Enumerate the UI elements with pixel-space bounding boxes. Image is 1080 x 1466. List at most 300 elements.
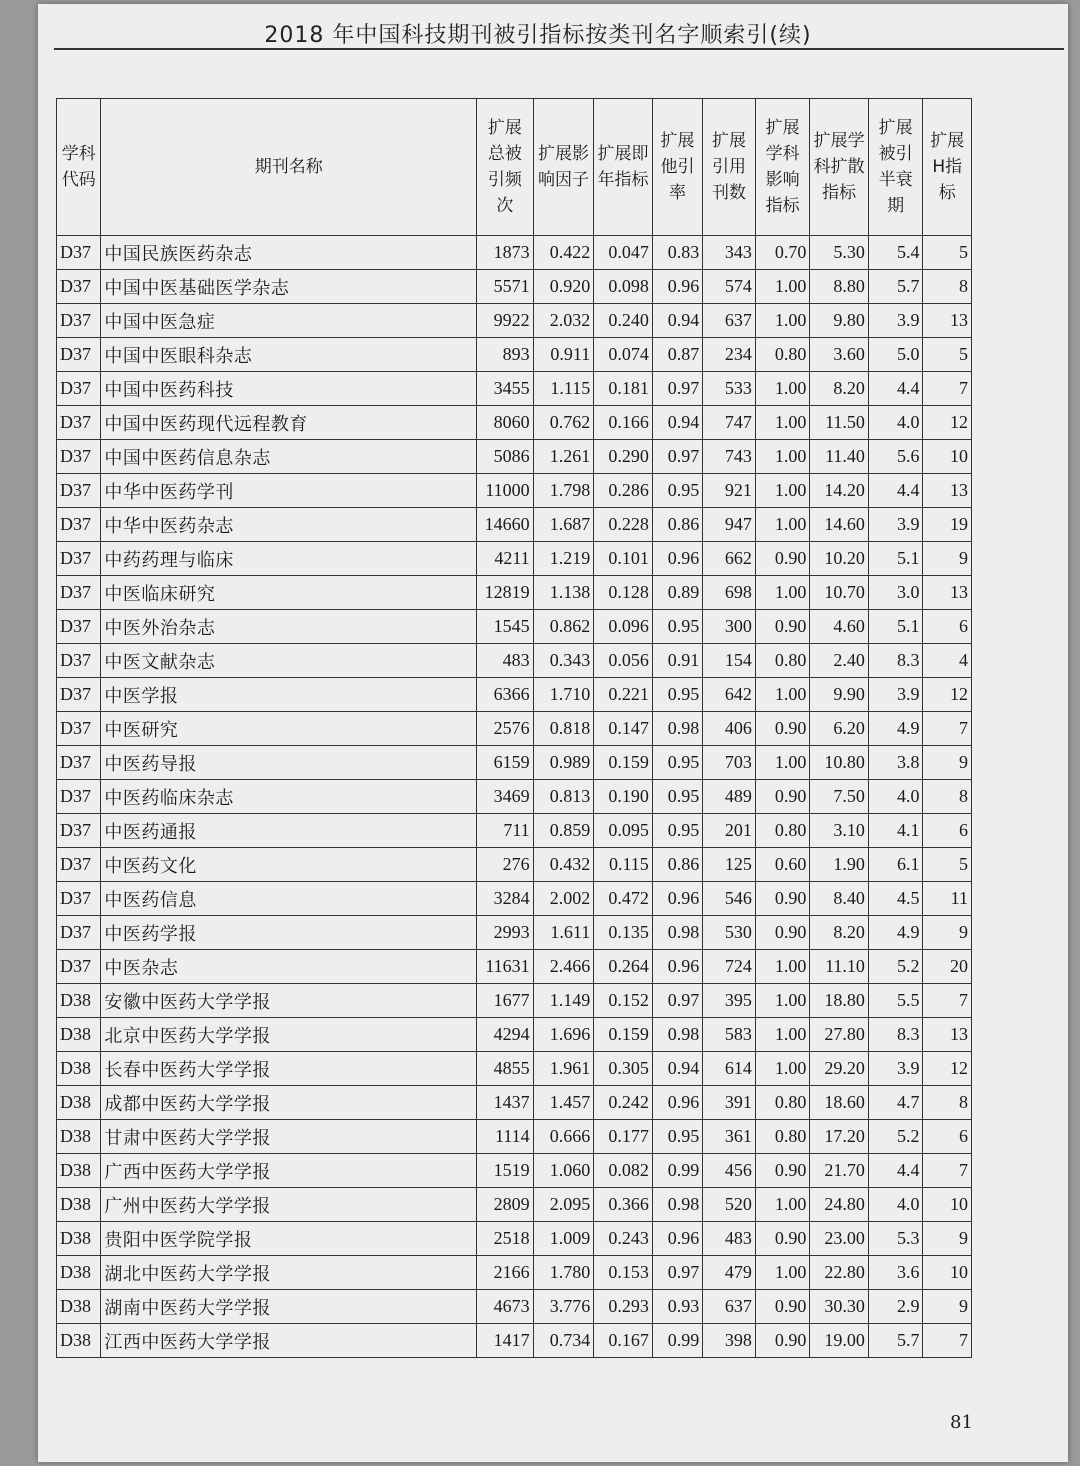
subject-code-cell: D37 <box>57 882 101 916</box>
impact-factor-cell: 0.859 <box>533 814 594 848</box>
h-index-cell: 10 <box>923 1256 972 1290</box>
h-index-cell: 5 <box>923 338 972 372</box>
discipline-diffusion-cell: 2.40 <box>810 644 869 678</box>
other-citation-rate-cell: 0.95 <box>652 746 702 780</box>
table-row <box>57 644 972 678</box>
subject-code-cell: D38 <box>57 1290 101 1324</box>
other-citation-rate-cell: 0.96 <box>652 1086 702 1120</box>
journal-name-cell: 中国中医眼科杂志 <box>101 338 477 372</box>
journal-name-cell: 中医外治杂志 <box>101 610 477 644</box>
discipline-impact-cell: 1.00 <box>755 474 810 508</box>
discipline-diffusion-cell: 21.70 <box>810 1154 869 1188</box>
total-citations-cell: 4855 <box>477 1052 534 1086</box>
discipline-diffusion-cell: 8.40 <box>810 882 869 916</box>
immediacy-index-cell: 0.096 <box>594 610 653 644</box>
total-citations-cell: 276 <box>477 848 534 882</box>
h-index-cell: 19 <box>923 508 972 542</box>
total-citations-cell: 11631 <box>477 950 534 984</box>
subject-code-cell: D37 <box>57 236 101 270</box>
col-header: 扩展引用刊数 <box>703 99 756 236</box>
immediacy-index-cell: 0.290 <box>594 440 653 474</box>
total-citations-cell: 1677 <box>477 984 534 1018</box>
journal-name-cell: 中医临床研究 <box>101 576 477 610</box>
subject-code-cell: D37 <box>57 712 101 746</box>
discipline-impact-cell: 0.90 <box>755 1290 810 1324</box>
cited-half-life-cell: 4.4 <box>868 1154 923 1188</box>
h-index-cell: 7 <box>923 372 972 406</box>
impact-factor-cell: 0.911 <box>533 338 594 372</box>
citing-journals-cell: 398 <box>703 1324 756 1358</box>
discipline-impact-cell: 1.00 <box>755 984 810 1018</box>
h-index-cell: 13 <box>923 304 972 338</box>
discipline-diffusion-cell: 30.30 <box>810 1290 869 1324</box>
total-citations-cell: 4294 <box>477 1018 534 1052</box>
other-citation-rate-cell: 0.95 <box>652 678 702 712</box>
table-row <box>57 542 972 576</box>
subject-code-cell: D37 <box>57 338 101 372</box>
discipline-diffusion-cell: 7.50 <box>810 780 869 814</box>
other-citation-rate-cell: 0.86 <box>652 508 702 542</box>
table-row <box>57 1222 972 1256</box>
discipline-diffusion-cell: 3.60 <box>810 338 869 372</box>
total-citations-cell: 1519 <box>477 1154 534 1188</box>
other-citation-rate-cell: 0.98 <box>652 916 702 950</box>
journal-name-cell: 湖南中医药大学学报 <box>101 1290 477 1324</box>
cited-half-life-cell: 3.9 <box>868 508 923 542</box>
citation-index-table <box>56 98 972 1358</box>
cited-half-life-cell: 5.1 <box>868 610 923 644</box>
subject-code-cell: D37 <box>57 406 101 440</box>
citing-journals-cell: 583 <box>703 1018 756 1052</box>
other-citation-rate-cell: 0.89 <box>652 576 702 610</box>
citing-journals-cell: 395 <box>703 984 756 1018</box>
impact-factor-cell: 3.776 <box>533 1290 594 1324</box>
col-header: 扩展学科扩散指标 <box>810 99 869 236</box>
other-citation-rate-cell: 0.98 <box>652 712 702 746</box>
impact-factor-cell: 1.696 <box>533 1018 594 1052</box>
immediacy-index-cell: 0.305 <box>594 1052 653 1086</box>
discipline-impact-cell: 1.00 <box>755 950 810 984</box>
h-index-cell: 20 <box>923 950 972 984</box>
cited-half-life-cell: 4.0 <box>868 1188 923 1222</box>
discipline-impact-cell: 0.80 <box>755 1120 810 1154</box>
h-index-cell: 6 <box>923 1120 972 1154</box>
table-row <box>57 270 972 304</box>
table-row <box>57 984 972 1018</box>
impact-factor-cell: 1.457 <box>533 1086 594 1120</box>
immediacy-index-cell: 0.159 <box>594 746 653 780</box>
table-row <box>57 746 972 780</box>
discipline-diffusion-cell: 8.20 <box>810 916 869 950</box>
journal-name-cell: 中药药理与临床 <box>101 542 477 576</box>
subject-code-cell: D38 <box>57 1086 101 1120</box>
subject-code-cell: D37 <box>57 780 101 814</box>
book-page <box>38 4 1068 1462</box>
journal-name-cell: 北京中医药大学学报 <box>101 1018 477 1052</box>
impact-factor-cell: 1.687 <box>533 508 594 542</box>
journal-name-cell: 中医学报 <box>101 678 477 712</box>
journal-name-cell: 长春中医药大学学报 <box>101 1052 477 1086</box>
citing-journals-cell: 300 <box>703 610 756 644</box>
journal-name-cell: 中国中医基础医学杂志 <box>101 270 477 304</box>
cited-half-life-cell: 5.4 <box>868 236 923 270</box>
other-citation-rate-cell: 0.96 <box>652 270 702 304</box>
title-rule <box>54 48 1064 50</box>
discipline-impact-cell: 0.90 <box>755 916 810 950</box>
h-index-cell: 7 <box>923 984 972 1018</box>
other-citation-rate-cell: 0.95 <box>652 1120 702 1154</box>
table-row <box>57 1120 972 1154</box>
discipline-impact-cell: 0.90 <box>755 610 810 644</box>
h-index-cell: 10 <box>923 440 972 474</box>
citing-journals-cell: 637 <box>703 304 756 338</box>
total-citations-cell: 1545 <box>477 610 534 644</box>
h-index-cell: 11 <box>923 882 972 916</box>
table-row <box>57 304 972 338</box>
h-index-cell: 13 <box>923 1018 972 1052</box>
discipline-diffusion-cell: 22.80 <box>810 1256 869 1290</box>
impact-factor-cell: 1.115 <box>533 372 594 406</box>
other-citation-rate-cell: 0.99 <box>652 1154 702 1188</box>
journal-name-cell: 中国中医急症 <box>101 304 477 338</box>
citing-journals-cell: 406 <box>703 712 756 746</box>
h-index-cell: 8 <box>923 270 972 304</box>
immediacy-index-cell: 0.472 <box>594 882 653 916</box>
journal-name-cell: 广西中医药大学学报 <box>101 1154 477 1188</box>
discipline-impact-cell: 1.00 <box>755 746 810 780</box>
impact-factor-cell: 0.666 <box>533 1120 594 1154</box>
journal-name-cell: 中医药通报 <box>101 814 477 848</box>
cited-half-life-cell: 3.9 <box>868 304 923 338</box>
total-citations-cell: 711 <box>477 814 534 848</box>
discipline-diffusion-cell: 10.70 <box>810 576 869 610</box>
discipline-diffusion-cell: 29.20 <box>810 1052 869 1086</box>
total-citations-cell: 8060 <box>477 406 534 440</box>
discipline-impact-cell: 0.90 <box>755 1154 810 1188</box>
immediacy-index-cell: 0.240 <box>594 304 653 338</box>
col-header: 扩展被引半衰期 <box>868 99 923 236</box>
citing-journals-cell: 391 <box>703 1086 756 1120</box>
impact-factor-cell: 0.432 <box>533 848 594 882</box>
discipline-impact-cell: 1.00 <box>755 372 810 406</box>
citing-journals-cell: 456 <box>703 1154 756 1188</box>
journal-name-cell: 中国中医药科技 <box>101 372 477 406</box>
impact-factor-cell: 1.611 <box>533 916 594 950</box>
total-citations-cell: 3455 <box>477 372 534 406</box>
table-row <box>57 848 972 882</box>
discipline-diffusion-cell: 10.20 <box>810 542 869 576</box>
citing-journals-cell: 743 <box>703 440 756 474</box>
cited-half-life-cell: 5.0 <box>868 338 923 372</box>
col-header: 扩展学科影响指标 <box>755 99 810 236</box>
subject-code-cell: D37 <box>57 270 101 304</box>
discipline-impact-cell: 1.00 <box>755 576 810 610</box>
total-citations-cell: 1114 <box>477 1120 534 1154</box>
subject-code-cell: D37 <box>57 814 101 848</box>
total-citations-cell: 9922 <box>477 304 534 338</box>
subject-code-cell: D38 <box>57 984 101 1018</box>
h-index-cell: 8 <box>923 780 972 814</box>
other-citation-rate-cell: 0.96 <box>652 882 702 916</box>
citing-journals-cell: 642 <box>703 678 756 712</box>
cited-half-life-cell: 8.3 <box>868 644 923 678</box>
cited-half-life-cell: 5.7 <box>868 1324 923 1358</box>
table-row <box>57 814 972 848</box>
h-index-cell: 9 <box>923 746 972 780</box>
citing-journals-cell: 479 <box>703 1256 756 1290</box>
page-number: 81 <box>950 1412 973 1433</box>
cited-half-life-cell: 4.1 <box>868 814 923 848</box>
discipline-impact-cell: 0.90 <box>755 712 810 746</box>
h-index-cell: 5 <box>923 848 972 882</box>
impact-factor-cell: 0.920 <box>533 270 594 304</box>
table-row <box>57 1052 972 1086</box>
col-header: 扩展影响因子 <box>533 99 594 236</box>
subject-code-cell: D38 <box>57 1018 101 1052</box>
discipline-diffusion-cell: 3.10 <box>810 814 869 848</box>
impact-factor-cell: 0.734 <box>533 1324 594 1358</box>
discipline-impact-cell: 0.60 <box>755 848 810 882</box>
citing-journals-cell: 361 <box>703 1120 756 1154</box>
subject-code-cell: D37 <box>57 916 101 950</box>
cited-half-life-cell: 5.1 <box>868 542 923 576</box>
discipline-impact-cell: 1.00 <box>755 406 810 440</box>
table-row <box>57 780 972 814</box>
discipline-impact-cell: 0.80 <box>755 338 810 372</box>
header-row <box>57 99 972 236</box>
journal-name-cell: 广州中医药大学学报 <box>101 1188 477 1222</box>
cited-half-life-cell: 5.2 <box>868 950 923 984</box>
discipline-impact-cell: 0.70 <box>755 236 810 270</box>
h-index-cell: 6 <box>923 814 972 848</box>
table-row <box>57 508 972 542</box>
journal-name-cell: 中医药导报 <box>101 746 477 780</box>
subject-code-cell: D38 <box>57 1052 101 1086</box>
table-row <box>57 678 972 712</box>
subject-code-cell: D38 <box>57 1256 101 1290</box>
subject-code-cell: D38 <box>57 1222 101 1256</box>
citing-journals-cell: 614 <box>703 1052 756 1086</box>
page-title: 2018 年中国科技期刊被引指标按类刊名字顺索引(续) <box>264 23 812 48</box>
other-citation-rate-cell: 0.99 <box>652 1324 702 1358</box>
total-citations-cell: 1417 <box>477 1324 534 1358</box>
immediacy-index-cell: 0.128 <box>594 576 653 610</box>
citing-journals-cell: 947 <box>703 508 756 542</box>
citing-journals-cell: 698 <box>703 576 756 610</box>
immediacy-index-cell: 0.264 <box>594 950 653 984</box>
immediacy-index-cell: 0.047 <box>594 236 653 270</box>
citing-journals-cell: 921 <box>703 474 756 508</box>
total-citations-cell: 2809 <box>477 1188 534 1222</box>
subject-code-cell: D37 <box>57 372 101 406</box>
discipline-diffusion-cell: 23.00 <box>810 1222 869 1256</box>
total-citations-cell: 4211 <box>477 542 534 576</box>
other-citation-rate-cell: 0.95 <box>652 814 702 848</box>
other-citation-rate-cell: 0.98 <box>652 1018 702 1052</box>
journal-name-cell: 甘肃中医药大学学报 <box>101 1120 477 1154</box>
citing-journals-cell: 662 <box>703 542 756 576</box>
journal-name-cell: 成都中医药大学学报 <box>101 1086 477 1120</box>
subject-code-cell: D37 <box>57 508 101 542</box>
discipline-diffusion-cell: 9.80 <box>810 304 869 338</box>
discipline-impact-cell: 1.00 <box>755 304 810 338</box>
h-index-cell: 12 <box>923 1052 972 1086</box>
impact-factor-cell: 1.961 <box>533 1052 594 1086</box>
cited-half-life-cell: 3.8 <box>868 746 923 780</box>
impact-factor-cell: 1.009 <box>533 1222 594 1256</box>
cited-half-life-cell: 4.5 <box>868 882 923 916</box>
other-citation-rate-cell: 0.83 <box>652 236 702 270</box>
subject-code-cell: D37 <box>57 644 101 678</box>
impact-factor-cell: 2.032 <box>533 304 594 338</box>
immediacy-index-cell: 0.181 <box>594 372 653 406</box>
table-row <box>57 1324 972 1358</box>
cited-half-life-cell: 2.9 <box>868 1290 923 1324</box>
h-index-cell: 9 <box>923 542 972 576</box>
other-citation-rate-cell: 0.94 <box>652 304 702 338</box>
discipline-diffusion-cell: 10.80 <box>810 746 869 780</box>
immediacy-index-cell: 0.228 <box>594 508 653 542</box>
discipline-impact-cell: 1.00 <box>755 1256 810 1290</box>
total-citations-cell: 12819 <box>477 576 534 610</box>
h-index-cell: 9 <box>923 1290 972 1324</box>
discipline-diffusion-cell: 5.30 <box>810 236 869 270</box>
discipline-impact-cell: 0.80 <box>755 644 810 678</box>
immediacy-index-cell: 0.101 <box>594 542 653 576</box>
subject-code-cell: D37 <box>57 542 101 576</box>
journal-name-cell: 湖北中医药大学学报 <box>101 1256 477 1290</box>
discipline-impact-cell: 1.00 <box>755 270 810 304</box>
total-citations-cell: 3284 <box>477 882 534 916</box>
impact-factor-cell: 0.989 <box>533 746 594 780</box>
table-row <box>57 372 972 406</box>
discipline-diffusion-cell: 24.80 <box>810 1188 869 1222</box>
citing-journals-cell: 154 <box>703 644 756 678</box>
immediacy-index-cell: 0.177 <box>594 1120 653 1154</box>
table-row <box>57 882 972 916</box>
total-citations-cell: 5571 <box>477 270 534 304</box>
total-citations-cell: 483 <box>477 644 534 678</box>
immediacy-index-cell: 0.166 <box>594 406 653 440</box>
other-citation-rate-cell: 0.94 <box>652 1052 702 1086</box>
total-citations-cell: 5086 <box>477 440 534 474</box>
cited-half-life-cell: 3.9 <box>868 678 923 712</box>
cited-half-life-cell: 3.6 <box>868 1256 923 1290</box>
citing-journals-cell: 489 <box>703 780 756 814</box>
immediacy-index-cell: 0.167 <box>594 1324 653 1358</box>
impact-factor-cell: 2.466 <box>533 950 594 984</box>
total-citations-cell: 4673 <box>477 1290 534 1324</box>
discipline-diffusion-cell: 27.80 <box>810 1018 869 1052</box>
subject-code-cell: D37 <box>57 474 101 508</box>
other-citation-rate-cell: 0.95 <box>652 474 702 508</box>
immediacy-index-cell: 0.153 <box>594 1256 653 1290</box>
h-index-cell: 7 <box>923 712 972 746</box>
journal-name-cell: 中国中医药信息杂志 <box>101 440 477 474</box>
citing-journals-cell: 530 <box>703 916 756 950</box>
discipline-diffusion-cell: 9.90 <box>810 678 869 712</box>
cited-half-life-cell: 4.7 <box>868 1086 923 1120</box>
cited-half-life-cell: 5.6 <box>868 440 923 474</box>
immediacy-index-cell: 0.243 <box>594 1222 653 1256</box>
other-citation-rate-cell: 0.87 <box>652 338 702 372</box>
impact-factor-cell: 0.862 <box>533 610 594 644</box>
subject-code-cell: D37 <box>57 440 101 474</box>
h-index-cell: 9 <box>923 916 972 950</box>
journal-name-cell: 贵阳中医学院学报 <box>101 1222 477 1256</box>
discipline-impact-cell: 0.90 <box>755 882 810 916</box>
table-row <box>57 474 972 508</box>
other-citation-rate-cell: 0.86 <box>652 848 702 882</box>
citing-journals-cell: 574 <box>703 270 756 304</box>
discipline-diffusion-cell: 18.80 <box>810 984 869 1018</box>
subject-code-cell: D37 <box>57 610 101 644</box>
impact-factor-cell: 1.138 <box>533 576 594 610</box>
total-citations-cell: 1873 <box>477 236 534 270</box>
h-index-cell: 7 <box>923 1324 972 1358</box>
discipline-impact-cell: 1.00 <box>755 678 810 712</box>
total-citations-cell: 6159 <box>477 746 534 780</box>
col-header: 扩展H指标 <box>923 99 972 236</box>
journal-name-cell: 中国中医药现代远程教育 <box>101 406 477 440</box>
subject-code-cell: D37 <box>57 678 101 712</box>
cited-half-life-cell: 8.3 <box>868 1018 923 1052</box>
discipline-impact-cell: 0.90 <box>755 1324 810 1358</box>
journal-name-cell: 中医药信息 <box>101 882 477 916</box>
discipline-impact-cell: 1.00 <box>755 508 810 542</box>
col-header: 扩展即年指标 <box>594 99 653 236</box>
discipline-diffusion-cell: 19.00 <box>810 1324 869 1358</box>
journal-name-cell: 安徽中医药大学学报 <box>101 984 477 1018</box>
h-index-cell: 13 <box>923 576 972 610</box>
subject-code-cell: D38 <box>57 1324 101 1358</box>
citing-journals-cell: 483 <box>703 1222 756 1256</box>
table-row <box>57 576 972 610</box>
citing-journals-cell: 343 <box>703 236 756 270</box>
immediacy-index-cell: 0.366 <box>594 1188 653 1222</box>
table-row <box>57 916 972 950</box>
total-citations-cell: 1437 <box>477 1086 534 1120</box>
impact-factor-cell: 2.002 <box>533 882 594 916</box>
citing-journals-cell: 703 <box>703 746 756 780</box>
subject-code-cell: D37 <box>57 746 101 780</box>
table-row <box>57 1290 972 1324</box>
h-index-cell: 12 <box>923 406 972 440</box>
journal-name-cell: 中医研究 <box>101 712 477 746</box>
h-index-cell: 5 <box>923 236 972 270</box>
cited-half-life-cell: 4.9 <box>868 916 923 950</box>
total-citations-cell: 2518 <box>477 1222 534 1256</box>
total-citations-cell: 11000 <box>477 474 534 508</box>
col-header: 扩展他引率 <box>652 99 702 236</box>
other-citation-rate-cell: 0.91 <box>652 644 702 678</box>
impact-factor-cell: 1.060 <box>533 1154 594 1188</box>
cited-half-life-cell: 4.4 <box>868 474 923 508</box>
immediacy-index-cell: 0.159 <box>594 1018 653 1052</box>
subject-code-cell: D38 <box>57 1120 101 1154</box>
other-citation-rate-cell: 0.96 <box>652 542 702 576</box>
cited-half-life-cell: 3.9 <box>868 1052 923 1086</box>
other-citation-rate-cell: 0.95 <box>652 610 702 644</box>
other-citation-rate-cell: 0.98 <box>652 1188 702 1222</box>
journal-name-cell: 中国民族医药杂志 <box>101 236 477 270</box>
discipline-diffusion-cell: 8.80 <box>810 270 869 304</box>
h-index-cell: 6 <box>923 610 972 644</box>
cited-half-life-cell: 5.5 <box>868 984 923 1018</box>
subject-code-cell: D37 <box>57 950 101 984</box>
cited-half-life-cell: 5.7 <box>868 270 923 304</box>
citing-journals-cell: 546 <box>703 882 756 916</box>
